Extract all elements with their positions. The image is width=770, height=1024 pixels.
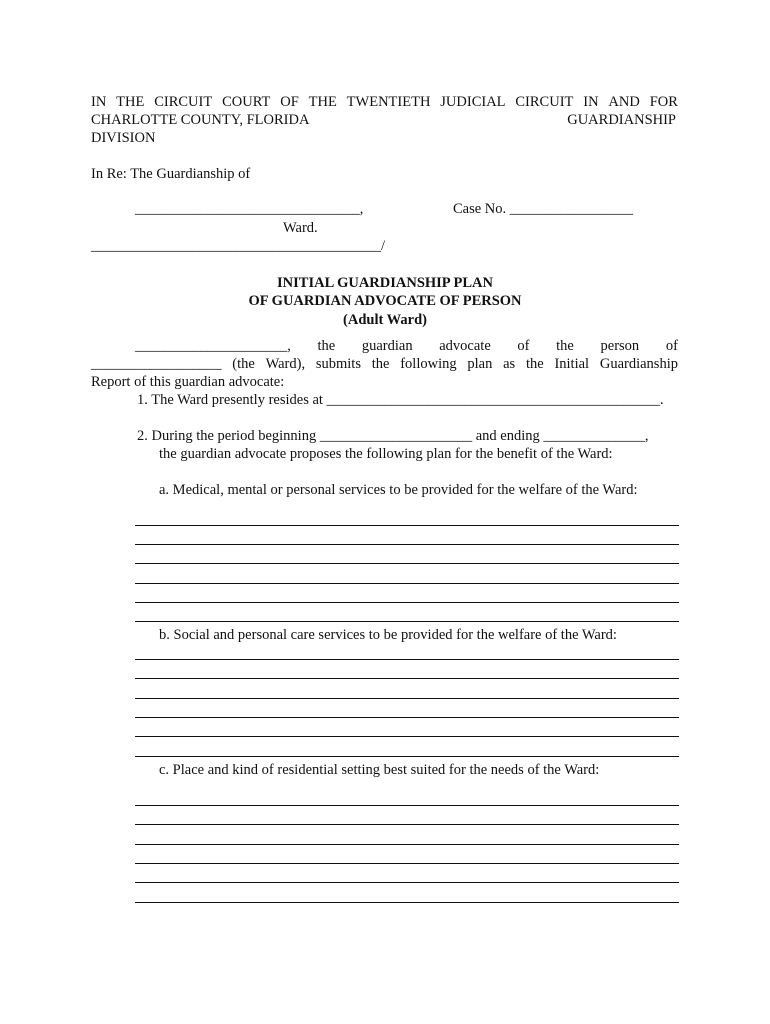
header-word: TWENTIETH bbox=[346, 94, 431, 110]
intro-line1 bbox=[135, 338, 678, 355]
intro-word: the bbox=[556, 338, 574, 354]
case-number-field[interactable]: Case No. _________________ bbox=[453, 201, 634, 217]
section-c-answer-line[interactable] bbox=[135, 805, 679, 806]
document-title-line2: OF GUARDIAN ADVOCATE OF PERSON bbox=[248, 293, 522, 309]
section-a-answer-line[interactable] bbox=[135, 621, 679, 622]
document-title-line1: INITIAL GUARDIANSHIP PLAN bbox=[277, 275, 493, 291]
header-word: IN bbox=[91, 94, 107, 110]
section-a-answer-line[interactable] bbox=[135, 583, 679, 584]
intro-word: guardian bbox=[361, 338, 413, 354]
intro-line2 bbox=[91, 356, 678, 373]
ward-name-blank[interactable]: _______________________________, bbox=[135, 201, 364, 217]
intro-word: as bbox=[503, 356, 516, 372]
section-a-answer-line[interactable] bbox=[135, 525, 679, 526]
header-word: COURT bbox=[222, 94, 271, 110]
intro-line3: Report of this guardian advocate: bbox=[91, 374, 285, 390]
item-2-continuation: the guardian advocate proposes the following plan for the benefit of the Ward: bbox=[159, 446, 613, 462]
header-word: JUDICIAL bbox=[440, 94, 506, 110]
intro-word: the bbox=[371, 356, 390, 372]
court-header-line1 bbox=[91, 94, 678, 111]
ward-name-blank-2[interactable]: __________________ bbox=[91, 356, 222, 372]
header-word: THE bbox=[308, 94, 337, 110]
caption-closing-line: ________________________________________/ bbox=[91, 238, 386, 254]
intro-word: the bbox=[525, 356, 544, 372]
intro-word: plan bbox=[467, 356, 493, 372]
section-b-answer-line[interactable] bbox=[135, 659, 679, 660]
ward-label: Ward. bbox=[283, 220, 318, 236]
court-header-line2 bbox=[91, 112, 676, 129]
section-a-answer-line[interactable] bbox=[135, 563, 679, 564]
header-word: IN bbox=[583, 94, 599, 110]
section-b-answer-line[interactable] bbox=[135, 736, 679, 737]
intro-word: submits bbox=[315, 356, 361, 372]
guardian-name-blank[interactable]: _____________________, bbox=[135, 338, 291, 354]
intro-word: following bbox=[400, 356, 457, 372]
section-b-answer-line[interactable] bbox=[135, 698, 679, 699]
section-b-heading: b. Social and personal care services to be provided for the welfare of the Ward: bbox=[159, 627, 617, 643]
section-c-answer-line[interactable] bbox=[135, 844, 679, 845]
item-2-period[interactable]: 2. During the period beginning _____________________ and ending ______________, bbox=[137, 428, 649, 444]
item-1-residence[interactable]: 1. The Ward presently resides at ______________________________________________. bbox=[137, 392, 664, 408]
section-a-answer-line[interactable] bbox=[135, 544, 679, 545]
section-c-answer-line[interactable] bbox=[135, 902, 679, 903]
section-c-answer-line[interactable] bbox=[135, 882, 679, 883]
intro-word: Guardianship bbox=[599, 356, 678, 372]
section-c-answer-line[interactable] bbox=[135, 863, 679, 864]
intro-word: advocate bbox=[439, 338, 491, 354]
intro-word: the bbox=[317, 338, 336, 354]
intro-word: Initial bbox=[554, 356, 590, 372]
intro-word: (the bbox=[232, 356, 255, 372]
county-text: CHARLOTTE COUNTY, FLORIDA bbox=[91, 112, 310, 128]
intro-word: Ward), bbox=[265, 356, 306, 372]
section-b-answer-line[interactable] bbox=[135, 756, 679, 757]
section-b-answer-line[interactable] bbox=[135, 717, 679, 718]
header-word: CIRCUIT bbox=[515, 94, 574, 110]
header-word: CIRCUIT bbox=[154, 94, 213, 110]
in-re-text: In Re: The Guardianship of bbox=[91, 166, 251, 182]
section-c-heading: c. Place and kind of residential setting best suited for the needs of the Ward: bbox=[159, 762, 600, 778]
court-header-line3: DIVISION bbox=[91, 130, 156, 146]
header-word: FOR bbox=[649, 94, 678, 110]
intro-word: of bbox=[517, 338, 530, 354]
document-title-line3: (Adult Ward) bbox=[343, 312, 427, 328]
section-a-heading: a. Medical, mental or personal services to be provided for the welfare of the Ward: bbox=[159, 482, 638, 498]
section-b-answer-line[interactable] bbox=[135, 678, 679, 679]
header-word: THE bbox=[116, 94, 145, 110]
intro-word: person bbox=[600, 338, 640, 354]
header-word: OF bbox=[280, 94, 299, 110]
section-a-answer-line[interactable] bbox=[135, 602, 679, 603]
intro-word: of bbox=[665, 338, 678, 354]
header-word: AND bbox=[608, 94, 640, 110]
section-c-answer-line[interactable] bbox=[135, 824, 679, 825]
division-text: GUARDIANSHIP bbox=[567, 112, 676, 128]
